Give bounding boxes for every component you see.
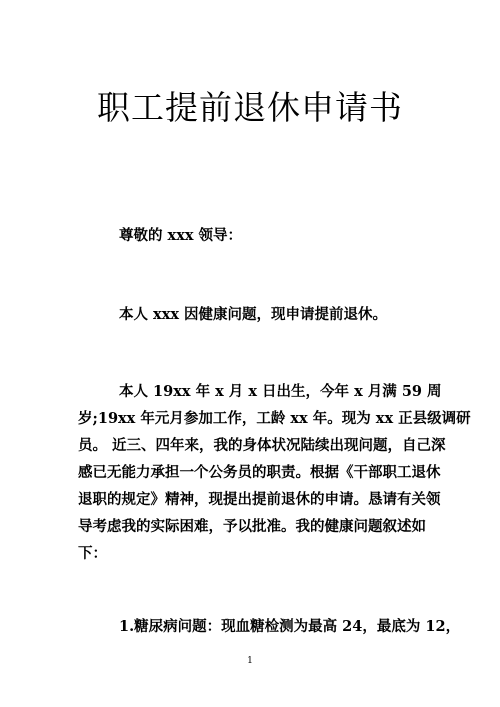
paragraph-1: 本人 xxx 因健康问题，现申请提前退休。 — [119, 306, 388, 323]
paragraph-2-line: 导考虑我的实际困难，予以批准。我的健康问题叙述如 — [78, 518, 426, 535]
paragraph-2-line: 退职的规定》精神，现提出提前退休的申请。恳请有关领 — [78, 491, 441, 508]
paragraph-2-line: 岁;19xx 年元月参加工作，工龄 xx 年。现为 xx 正县级调研 — [78, 410, 471, 427]
paragraph-2 — [78, 378, 471, 567]
paragraph-2-line: 本人 19xx 年 x 月 x 日出生，今年 x 月满 59 周 — [119, 383, 442, 400]
paragraph-2-line: 员。 近三、四年来，我的身体状况陆续出现问题，自己深 — [78, 437, 446, 454]
paragraph-3: 1.糖尿病问题：现血糖检测为最高 24，最底为 12， — [119, 618, 461, 635]
paragraph-2-line: 下： — [78, 545, 107, 562]
document-title: 职工提前退休申请书 — [97, 88, 403, 127]
page-number: 1 — [247, 656, 253, 666]
paragraph-2-line: 感已无能力承担一个公务员的职责。根据《干部职工退休 — [78, 464, 441, 481]
salutation: 尊敬的 xxx 领导： — [119, 227, 243, 244]
